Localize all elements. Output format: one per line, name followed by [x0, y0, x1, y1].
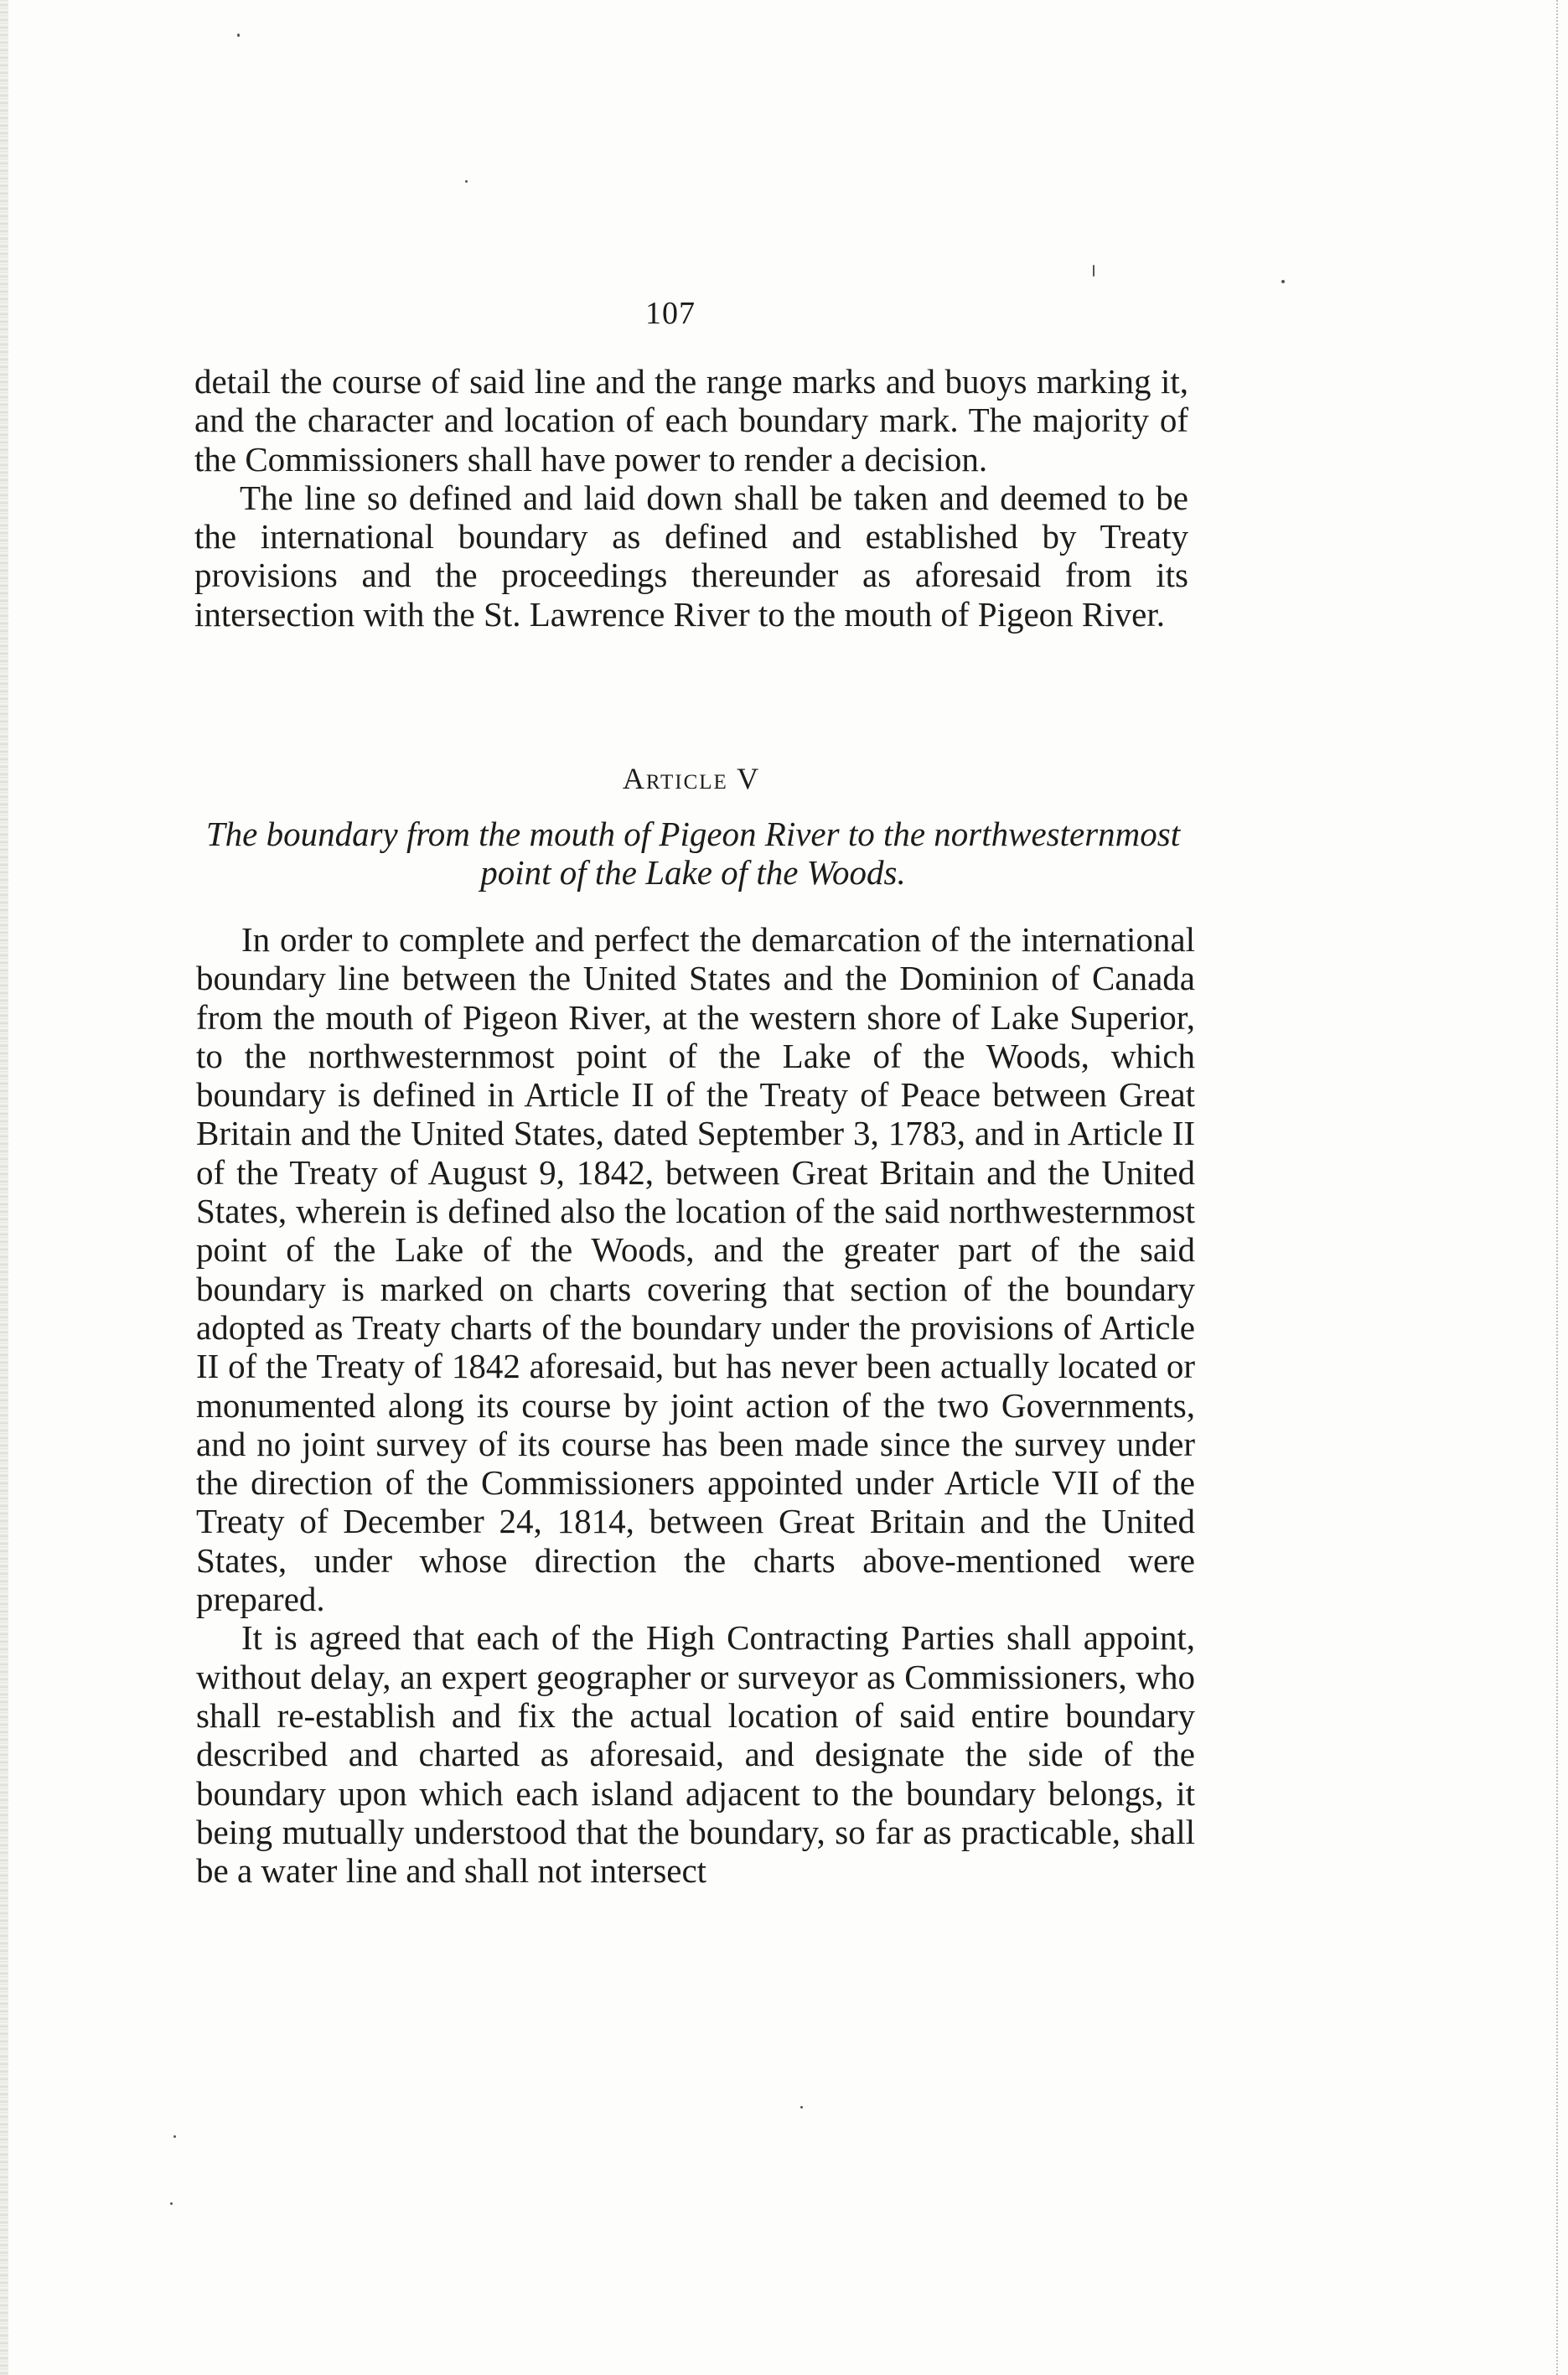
scan-speck: [170, 2202, 173, 2205]
page-left-edge: [0, 0, 8, 2375]
article-heading: Article V: [622, 762, 761, 795]
continuation-text: [194, 362, 1188, 634]
article-body: [196, 920, 1195, 1890]
scan-speck: [1281, 280, 1285, 283]
page-right-edge: [1556, 0, 1568, 2375]
scan-speck: [465, 180, 468, 183]
scan-speck: [173, 2135, 176, 2138]
scan-speck: [800, 2106, 803, 2109]
continuation-paragraph: detail the course of said line and the range marks and buoys marking it, and the character and location of each boundary mark. The majority of the Commissioners shall have power to render a decision.: [194, 362, 1188, 479]
page-number: 107: [645, 296, 696, 331]
article-paragraph-commissioners: It is agreed that each of the High Contracting Parties shall appoint, without delay, an expert geographer or surveyor as Commissioners, who shall re-establish and fix the actual location of said entire boundary described and charted as aforesaid, and designate the side of the boundary upon which each island adjacent to the boundary belongs, it being mutually understood that the boundary, so far as practicable, shall be a water line and shall not intersect: [196, 1618, 1195, 1891]
scan-speck: [237, 34, 240, 37]
article-paragraph-demarcation: In order to complete and perfect the demarcation of the international boundary line between the United States and the Dominion of Canada from the mouth of Pigeon River, at the western shore of Lake Superior, to the northwesternmost point of the Lake of the Woods, which boundary is defined in Article II of the Treaty of Peace between Great Britain and the United States, dated September 3, 1783, and in Article II of the Treaty of August 9, 1842, between Great Britain and the United States, wherein is defined also the location of the said northwesternmost point of the Lake of the Woods, and the greater part of the said boundary is marked on charts covering that section of the boundary adopted as Treaty charts of the boundary under the provisions of Article II of the Treaty of 1842 aforesaid, but has never been actually located or monumented along its course by joint action of the two Governments, and no joint survey of its course has been made since the survey under the direction of the Commissioners appointed under Article VII of the Treaty of December 24, 1814, between Great Britain and the United States, under whose direction the charts above-mentioned were prepared.: [196, 920, 1195, 1619]
scan-speck: [1093, 265, 1094, 277]
boundary-definition-paragraph: The line so defined and laid down shall be taken and deemed to be the international boundary as defined and established by Treaty provisions and the proceedings thereunder as aforesaid from its intersection with the St. Lawrence River to the mouth of Pigeon River.: [194, 478, 1188, 634]
article-subtitle: The boundary from the mouth of Pigeon River to the northwesternmost point of the Lake of the Woods.: [205, 815, 1181, 892]
